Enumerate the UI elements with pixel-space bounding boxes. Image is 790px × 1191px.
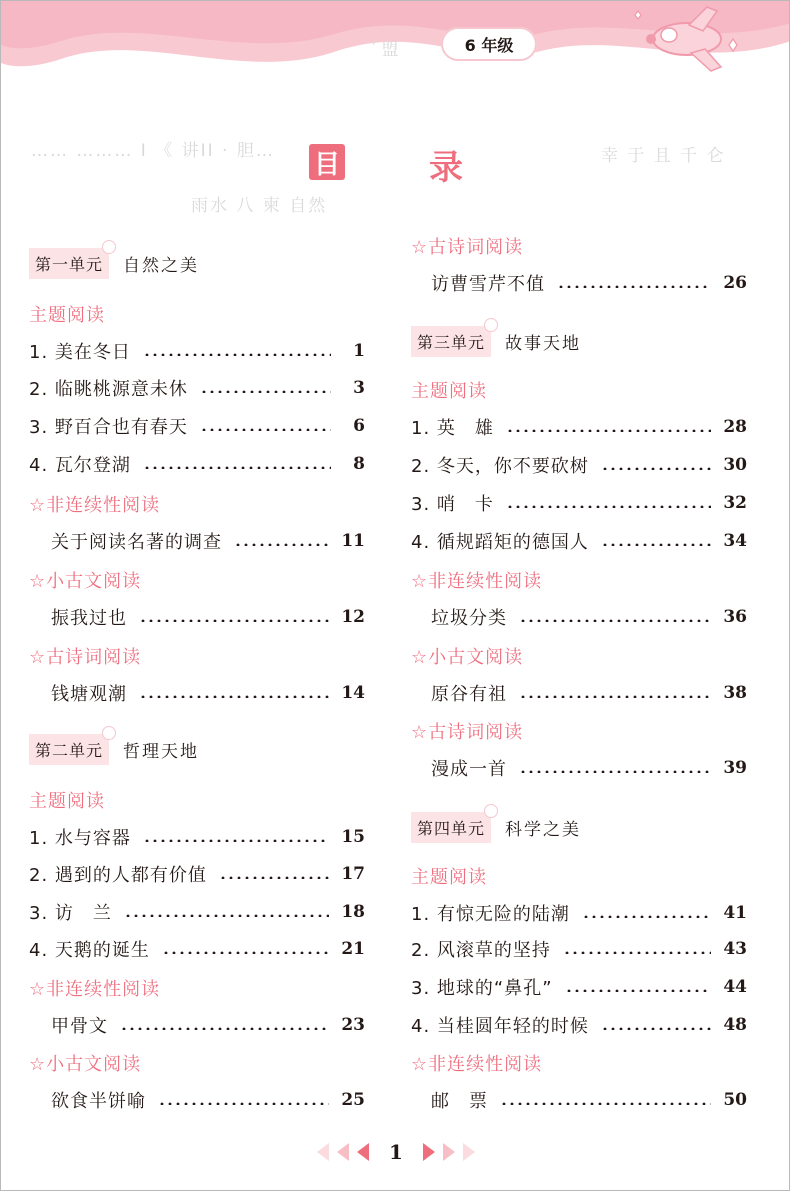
leader-dots bbox=[219, 876, 329, 879]
entry-page: 21 bbox=[341, 939, 365, 959]
section-heading: ☆古诗词阅读 bbox=[411, 237, 524, 258]
title-char-lu: 录 bbox=[429, 148, 463, 188]
leader-dots bbox=[601, 1027, 711, 1030]
leader-dots bbox=[500, 1102, 711, 1105]
entry-page: 11 bbox=[341, 531, 365, 551]
toc-entry[interactable] bbox=[431, 754, 747, 782]
leader-dots bbox=[565, 989, 712, 992]
chevron-right-icon bbox=[463, 1143, 475, 1161]
entry-page: 12 bbox=[341, 607, 365, 627]
leader-dots bbox=[139, 619, 329, 622]
section-heading: ☆小古文阅读 bbox=[411, 647, 524, 668]
entry-page: 41 bbox=[723, 903, 747, 923]
toc-entry[interactable] bbox=[431, 1086, 747, 1114]
section-heading: ☆非连续性阅读 bbox=[29, 979, 161, 1000]
toc-entry[interactable] bbox=[29, 935, 365, 963]
entry-page: 8 bbox=[353, 454, 365, 474]
entry-title: 4. 瓦尔登湖 bbox=[29, 455, 131, 476]
entry-title: 关于阅读名著的调查 bbox=[51, 532, 222, 553]
leader-dots bbox=[234, 543, 329, 546]
toc-entry[interactable] bbox=[29, 337, 365, 365]
leader-dots bbox=[506, 505, 711, 508]
entry-page: 6 bbox=[353, 416, 365, 436]
entry-title: 振我过也 bbox=[51, 608, 127, 629]
entry-title: 甲骨文 bbox=[51, 1016, 108, 1037]
unit-name: 故事天地 bbox=[505, 333, 582, 354]
section-heading: ☆小古文阅读 bbox=[29, 1054, 142, 1075]
entry-title: 访曹雪芹不值 bbox=[431, 274, 545, 295]
toc-entry[interactable] bbox=[431, 679, 747, 707]
leader-dots bbox=[143, 839, 329, 842]
entry-page: 26 bbox=[723, 273, 747, 293]
entry-title: 1. 美在冬日 bbox=[29, 342, 131, 363]
unit-tag: 第一单元 bbox=[29, 248, 109, 279]
entry-page: 38 bbox=[723, 683, 747, 703]
entry-title: 漫成一首 bbox=[431, 759, 507, 780]
unit-name: 哲理天地 bbox=[123, 741, 200, 762]
entry-page: 30 bbox=[723, 455, 747, 475]
title-char-mu: 目 bbox=[309, 144, 345, 180]
section-heading: ☆非连续性阅读 bbox=[29, 495, 161, 516]
entry-page: 28 bbox=[723, 417, 747, 437]
toc-entry[interactable] bbox=[411, 899, 747, 927]
toc-page: ﾞ盟 6 年级 …… ……… I 《 讲II · 胆… 雨水 八 柬 自然 幸 于 且 千 仑 目 录 第一单元 自然之美 主题阅读 1. 美在冬日 1 2. 临眺桃源意未休 3 3. 野百合也有春天 6 4. 瓦尔登湖 8 ☆非连续性阅读 关于阅读名著的调查 11 ☆小古文阅读 振我过也 12 ☆古诗词阅读 钱塘观潮 14 第二单元 哲理天地 主题阅读 1. 水与容器 15 2. 遇到的人都有价值 17 3. 访 兰 18 4. 天鹅的诞生 21 ☆非连续性阅读 甲骨文 23 ☆小古文阅读 欲食半饼喻 25 ☆古诗词阅读 访曹雪芹不值 26 第三单元 故事天地 主题阅读 1. 英 雄 28 2. 冬天，你不要砍树 30 3. 哨 卡 32 4. 循规蹈矩的德国人 34 ☆非连续性阅读 垃圾分类 36 ☆小古文阅读 原谷有祖 38 ☆古诗词阅读 漫成一首 39 第四单元 科学之美 主题阅读 1. 有惊无险的陆潮 41 2. 风滚草的坚持 43 3. 地球的“鼻孔” 44 4. 当桂圆年轻的时候 48 ☆非连续性阅读 邮 票 50 1 bbox=[0, 0, 790, 1191]
entry-title: 3. 野百合也有春天 bbox=[29, 417, 188, 438]
leader-dots bbox=[519, 619, 711, 622]
entry-title: 4. 当桂圆年轻的时候 bbox=[411, 1016, 589, 1037]
unit-tag: 第四单元 bbox=[411, 812, 491, 843]
entry-title: 1. 水与容器 bbox=[29, 828, 131, 849]
toc-entry[interactable] bbox=[411, 1011, 747, 1039]
entry-title: 2. 遇到的人都有价值 bbox=[29, 865, 207, 886]
entry-title: 原谷有祖 bbox=[431, 684, 507, 705]
entry-title: 1. 有惊无险的陆潮 bbox=[411, 904, 570, 925]
page-number: 1 bbox=[389, 1140, 403, 1164]
entry-page: 1 bbox=[353, 341, 365, 361]
toc-entry[interactable] bbox=[411, 527, 747, 555]
unit-name: 自然之美 bbox=[123, 255, 200, 276]
leader-dots bbox=[563, 951, 711, 954]
toc-entry[interactable] bbox=[411, 413, 747, 441]
leader-dots bbox=[162, 951, 329, 954]
chevron-left-icon bbox=[337, 1143, 349, 1161]
grade-badge: 6 年级 bbox=[441, 27, 537, 61]
section-heading: 主题阅读 bbox=[29, 791, 105, 812]
section-heading: ☆非连续性阅读 bbox=[411, 571, 543, 592]
entry-page: 44 bbox=[723, 977, 747, 997]
entry-page: 32 bbox=[723, 493, 747, 513]
chevron-right-icon bbox=[443, 1143, 455, 1161]
toc-entry[interactable] bbox=[51, 603, 365, 631]
entry-page: 25 bbox=[341, 1090, 365, 1110]
entry-page: 23 bbox=[341, 1015, 365, 1035]
toc-entry[interactable] bbox=[51, 527, 365, 555]
section-heading: ☆古诗词阅读 bbox=[411, 722, 524, 743]
entry-title: 2. 临眺桃源意未休 bbox=[29, 379, 188, 400]
entry-page: 3 bbox=[353, 378, 365, 398]
section-heading: 主题阅读 bbox=[29, 305, 105, 326]
entry-page: 36 bbox=[723, 607, 747, 627]
toc-entry[interactable] bbox=[431, 603, 747, 631]
leader-dots bbox=[200, 390, 331, 393]
unit-3-header bbox=[411, 323, 581, 359]
page-indicator bbox=[1, 1139, 790, 1165]
entry-page: 17 bbox=[341, 864, 365, 884]
entry-page: 50 bbox=[723, 1090, 747, 1110]
leader-dots bbox=[601, 467, 711, 470]
entry-page: 48 bbox=[723, 1015, 747, 1035]
toc-entry[interactable] bbox=[431, 269, 747, 297]
leader-dots bbox=[519, 695, 711, 698]
entry-title: 邮 票 bbox=[431, 1091, 488, 1112]
toc-entry[interactable] bbox=[29, 374, 365, 402]
toc-entry[interactable] bbox=[51, 1086, 365, 1114]
entry-page: 43 bbox=[723, 939, 747, 959]
toc-entry[interactable] bbox=[51, 679, 365, 707]
airplane-icon bbox=[629, 5, 749, 75]
entry-page: 15 bbox=[341, 827, 365, 847]
leader-dots bbox=[124, 914, 329, 917]
section-heading: ☆古诗词阅读 bbox=[29, 647, 142, 668]
entry-title: 3. 访 兰 bbox=[29, 903, 112, 924]
unit-1-header bbox=[29, 245, 199, 281]
toc-entry[interactable] bbox=[29, 860, 365, 888]
entry-title: 3. 哨 卡 bbox=[411, 494, 494, 515]
toc-entry[interactable] bbox=[411, 973, 747, 1001]
unit-2-header bbox=[29, 731, 199, 767]
leader-dots bbox=[506, 429, 711, 432]
chevron-left-icon bbox=[357, 1143, 369, 1161]
unit-tag: 第三单元 bbox=[411, 326, 491, 357]
toc-entry[interactable] bbox=[411, 451, 747, 479]
entry-page: 39 bbox=[723, 758, 747, 778]
leader-dots bbox=[519, 770, 711, 773]
unit-name: 科学之美 bbox=[505, 819, 582, 840]
entry-page: 34 bbox=[723, 531, 747, 551]
toc-entry[interactable] bbox=[411, 489, 747, 517]
entry-title: 3. 地球的“鼻孔” bbox=[411, 978, 553, 999]
toc-entry[interactable] bbox=[29, 412, 365, 440]
section-heading: ☆小古文阅读 bbox=[29, 571, 142, 592]
toc-entry[interactable] bbox=[51, 1011, 365, 1039]
toc-entry[interactable] bbox=[29, 823, 365, 851]
entry-title: 钱塘观潮 bbox=[51, 684, 127, 705]
leader-dots bbox=[120, 1027, 329, 1030]
leader-dots bbox=[200, 428, 331, 431]
unit-4-header bbox=[411, 809, 581, 845]
section-heading: 主题阅读 bbox=[411, 867, 487, 888]
entry-title: 1. 英 雄 bbox=[411, 418, 494, 439]
toc-entry[interactable] bbox=[411, 935, 747, 963]
section-heading: 主题阅读 bbox=[411, 381, 487, 402]
entry-page: 14 bbox=[341, 683, 365, 703]
chevron-right-icon bbox=[423, 1143, 435, 1161]
leader-dots bbox=[601, 543, 711, 546]
entry-title: 欲食半饼喻 bbox=[51, 1091, 146, 1112]
leader-dots bbox=[139, 695, 329, 698]
section-heading: ☆非连续性阅读 bbox=[411, 1054, 543, 1075]
leader-dots bbox=[158, 1102, 329, 1105]
leader-dots bbox=[557, 285, 711, 288]
toc-entry[interactable] bbox=[29, 898, 365, 926]
leader-dots bbox=[143, 466, 331, 469]
entry-title: 2. 冬天，你不要砍树 bbox=[411, 456, 589, 477]
entry-title: 垃圾分类 bbox=[431, 608, 507, 629]
leader-dots bbox=[582, 915, 711, 918]
entry-title: 2. 风滚草的坚持 bbox=[411, 940, 551, 961]
entry-page: 18 bbox=[341, 902, 365, 922]
chevron-left-icon bbox=[317, 1143, 329, 1161]
leader-dots bbox=[143, 353, 331, 356]
unit-tag: 第二单元 bbox=[29, 734, 109, 765]
toc-entry[interactable] bbox=[29, 450, 365, 478]
entry-title: 4. 循规蹈矩的德国人 bbox=[411, 532, 589, 553]
entry-title: 4. 天鹅的诞生 bbox=[29, 940, 150, 961]
